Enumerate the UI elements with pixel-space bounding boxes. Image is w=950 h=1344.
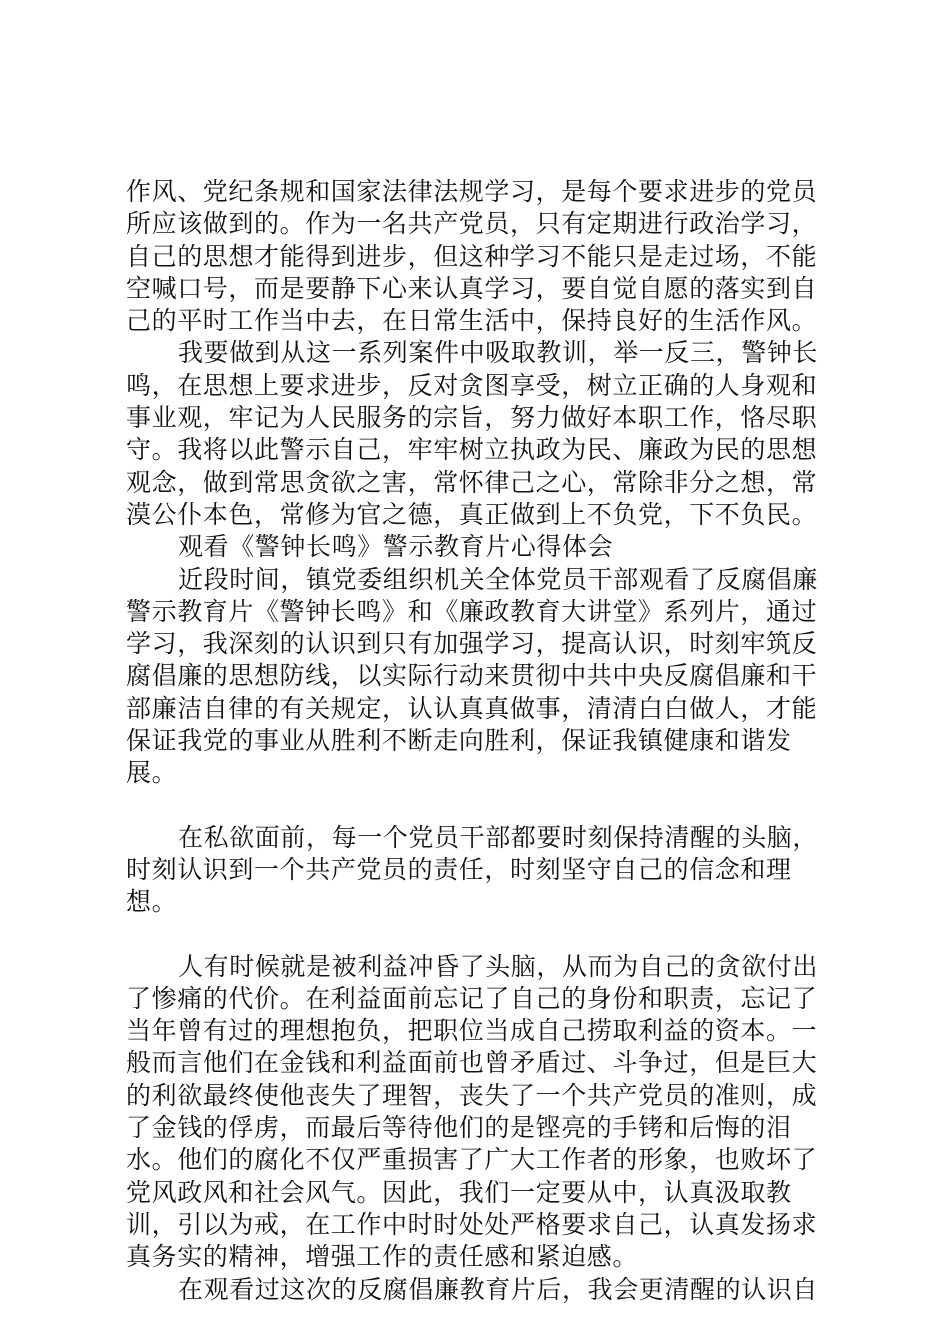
paragraph-2: 我要做到从这一系列案件中吸取教训，举一反三，警钟长鸣，在思想上要求进步，反对贪图享受，树立正确的人身观和事业观，牢记为人民服务的宗旨，努力做好本职工作，恪尽职守。我将以此警示自己，牢牢树立执政为民、廉政为民的思想观念，做到常思贪欲之害，常怀律己之心，常除非分之想，常漠公仆本色，常修为官之德，真正做到上不负党，下不负民。 — [126, 338, 819, 529]
paragraph-4: 在私欲面前，每一个党员干部都要时刻保持清醒的头脑，时刻认识到一个共产党员的责任，时刻坚守自己的信念和理想。 — [126, 822, 819, 917]
paragraph-6: 在观看过这次的反腐倡廉教育片后，我会更清醒的认识自 — [178, 1274, 819, 1304]
blank-line — [126, 790, 838, 822]
blank-line — [126, 919, 838, 951]
document-body — [126, 176, 838, 1306]
section-title: 观看《警钟长鸣》警示教育片心得体会 — [178, 532, 614, 562]
paragraph-3: 近段时间，镇党委组织机关全体党员干部观看了反腐倡廉警示教育片《警钟长鸣》和《廉政教育大讲堂》系列片，通过学习，我深刻的认识到只有加强学习，提高认识，时刻牢筑反腐倡廉的思想防线，以实际行动来贯彻中共中央反腐倡廉和干部廉洁自律的有关规定，认认真真做事，清清白白做人，才能保证我党的事业从胜利不断走向胜利，保证我镇健康和谐发展。 — [126, 564, 819, 788]
paragraph-5: 人有时候就是被利益冲昏了头脑，从而为自己的贪欲付出了惨痛的代价。在利益面前忘记了自己的身份和职责，忘记了当年曾有过的理想抱负，把职位当成自己捞取利益的资本。一般而言他们在金钱和利益面前也曾矛盾过、斗争过，但是巨大的利欲最终使他丧失了理智，丧失了一个共产党员的准则，成了金钱的俘虏，而最后等待他们的是铿亮的手铐和后悔的泪水。他们的腐化不仅严重损害了广大工作者的形象，也败坏了党风政风和社会风气。因此，我们一定要从中，认真汲取教训，引以为戒，在工作中时时处处严格要求自己，认真发扬求真务实的精神，增强工作的责任感和紧迫感。 — [126, 951, 819, 1272]
paragraph-1: 作风、党纪条规和国家法律法规学习，是每个要求进步的党员所应该做到的。作为一名共产党员，只有定期进行政治学习，自己的思想才能得到进步，但这种学习不能只是走过场，不能空喊口号，而是要静下心来认真学习，要自觉自愿的落实到自己的平时工作当中去，在日常生活中，保持良好的生活作风。 — [126, 177, 818, 336]
